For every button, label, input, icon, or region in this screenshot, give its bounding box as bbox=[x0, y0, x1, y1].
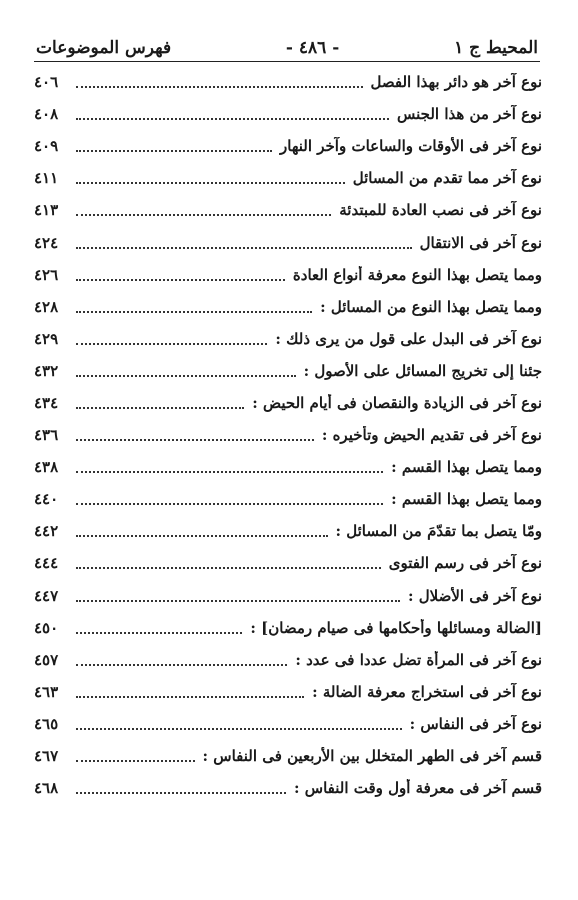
toc-entry-title: نوع آخر فى الانتقال bbox=[419, 233, 542, 252]
toc-entry bbox=[34, 612, 542, 644]
toc-entry-page-number: ٤٤٤ bbox=[34, 554, 59, 573]
toc-entry-title: جئنا إلى تخريج المسائل على الأصول : bbox=[303, 361, 542, 380]
dot-leader bbox=[76, 375, 296, 377]
dot-leader bbox=[76, 150, 272, 152]
toc-entry-page-number: ٤٦٣ bbox=[34, 682, 59, 701]
header-book-title: المحيط ج ١ bbox=[454, 38, 538, 58]
dot-leader bbox=[76, 471, 383, 473]
toc-entry-title: نوع آخر مما تقدم من المسائل bbox=[352, 169, 542, 188]
toc-entry bbox=[34, 387, 542, 419]
dot-leader bbox=[76, 760, 195, 762]
toc-entry-title: ومما يتصل بهذا القسم : bbox=[391, 458, 542, 477]
toc-entry-page-number: ٤٣٦ bbox=[34, 426, 59, 445]
dot-leader bbox=[76, 728, 402, 730]
toc-entry-title: ومما يتصل بهذا النوع معرفة أنواع العادة bbox=[292, 265, 542, 284]
dot-leader bbox=[76, 407, 244, 409]
toc-entry-page-number: ٤٥٧ bbox=[34, 650, 59, 669]
toc-entry bbox=[34, 98, 542, 130]
toc-entry-title: نوع آخر فى الزيادة والنقصان فى أيام الحيض : bbox=[252, 393, 542, 412]
toc-entry bbox=[34, 291, 542, 323]
dot-leader bbox=[76, 664, 287, 666]
header-page-number: - ٤٨٦ - bbox=[285, 38, 340, 58]
toc-entry-page-number: ٤٢٨ bbox=[34, 297, 59, 316]
dot-leader bbox=[76, 535, 328, 537]
toc-entry bbox=[34, 194, 542, 226]
dot-leader bbox=[76, 86, 363, 88]
toc-entry bbox=[34, 259, 542, 291]
toc-entry bbox=[34, 740, 542, 772]
dot-leader bbox=[76, 632, 242, 634]
toc-entry bbox=[34, 355, 542, 387]
toc-entry bbox=[34, 644, 542, 676]
toc-entry-page-number: ٤٠٩ bbox=[34, 137, 59, 156]
toc-entry-page-number: ٤٥٠ bbox=[34, 618, 59, 637]
toc-entry-page-number: ٤٤٢ bbox=[34, 522, 59, 541]
toc-entry-title: [الضالة ومسائلها وأحكامها فى صيام رمضان] : bbox=[250, 618, 542, 637]
dot-leader bbox=[76, 118, 389, 120]
toc-entry-page-number: ٤٣٨ bbox=[34, 458, 59, 477]
toc-entry-page-number: ٤٢٤ bbox=[34, 233, 59, 252]
toc-entry bbox=[34, 580, 542, 612]
dot-leader bbox=[76, 182, 345, 184]
toc-entry bbox=[34, 708, 542, 740]
toc-entry-page-number: ٤٢٩ bbox=[34, 329, 59, 348]
toc-entry-page-number: ٤٣٤ bbox=[34, 393, 59, 412]
toc-entry-page-number: ٤٠٨ bbox=[34, 105, 59, 124]
toc-entry-title: نوع آخر فى الأوقات والساعات وآخر النهار bbox=[280, 137, 542, 156]
toc-entry bbox=[34, 66, 542, 98]
running-header bbox=[36, 26, 538, 58]
toc-entry bbox=[34, 547, 542, 579]
toc-entry-page-number: ٤٠٦ bbox=[34, 73, 59, 92]
dot-leader bbox=[76, 503, 383, 505]
toc-entry bbox=[34, 162, 542, 194]
toc-entry-title: ومّا يتصل بما تقدّمَ من المسائل : bbox=[335, 522, 542, 541]
header-section-title: فهرس الموضوعات bbox=[36, 38, 172, 58]
toc-entry bbox=[34, 772, 542, 804]
dot-leader bbox=[76, 567, 381, 569]
toc-entry-title: ومما يتصل بهذا النوع من المسائل : bbox=[320, 297, 542, 316]
toc-entry-title: نوع آخر من هذا الجنس bbox=[397, 105, 542, 124]
toc-entry-title: نوع آخر فى رسم الفتوى bbox=[388, 554, 542, 573]
toc-entry-title: قسم آخر فى معرفة أول وقت النفاس : bbox=[294, 779, 542, 798]
dot-leader bbox=[76, 343, 267, 345]
toc-entry bbox=[34, 515, 542, 547]
toc-entry-page-number: ٤٦٨ bbox=[34, 779, 59, 798]
toc-entry-page-number: ٤٦٥ bbox=[34, 714, 59, 733]
table-of-contents bbox=[34, 66, 542, 804]
toc-entry-title: ومما يتصل بهذا القسم : bbox=[391, 490, 542, 509]
toc-entry-title: نوع آخر فى استخراج معرفة الضالة : bbox=[312, 682, 542, 701]
toc-entry-title: نوع آخر فى النفاس : bbox=[409, 714, 542, 733]
toc-entry-page-number: ٤٤٧ bbox=[34, 586, 59, 605]
toc-entry-title: نوع آخر فى المرأة تضل عددا فى عدد : bbox=[295, 650, 542, 669]
dot-leader bbox=[76, 214, 331, 216]
dot-leader bbox=[76, 600, 400, 602]
dot-leader bbox=[76, 311, 312, 313]
toc-entry bbox=[34, 483, 542, 515]
toc-entry bbox=[34, 226, 542, 258]
toc-entry-page-number: ٤٦٧ bbox=[34, 747, 59, 766]
toc-entry bbox=[34, 130, 542, 162]
toc-entry-title: نوع آخر فى نصب العادة للمبتدئة bbox=[339, 201, 542, 220]
toc-entry-title: نوع آخر فى البدل على قول من يرى ذلك : bbox=[275, 329, 542, 348]
dot-leader bbox=[76, 279, 285, 281]
toc-entry-page-number: ٤٤٠ bbox=[34, 490, 59, 509]
dot-leader bbox=[76, 696, 304, 698]
toc-entry-title: نوع آخر فى تقديم الحيض وتأخيره : bbox=[321, 426, 542, 445]
toc-entry bbox=[34, 676, 542, 708]
toc-entry-page-number: ٤٣٢ bbox=[34, 361, 59, 380]
toc-entry-page-number: ٤٢٦ bbox=[34, 265, 59, 284]
toc-entry-title: قسم آخر فى الطهر المتخلل بين الأربعين فى النفاس : bbox=[202, 747, 542, 766]
dot-leader bbox=[76, 247, 412, 249]
toc-entry bbox=[34, 419, 542, 451]
toc-entry-page-number: ٤١١ bbox=[34, 169, 59, 188]
header-divider bbox=[34, 61, 540, 62]
dot-leader bbox=[76, 439, 314, 441]
dot-leader bbox=[76, 792, 286, 794]
toc-entry-title: نوع آخر فى الأضلال : bbox=[408, 586, 542, 605]
toc-entry bbox=[34, 451, 542, 483]
toc-entry bbox=[34, 323, 542, 355]
toc-entry-page-number: ٤١٣ bbox=[34, 201, 59, 220]
toc-entry-title: نوع آخر هو دائر بهذا الفصل bbox=[370, 73, 542, 92]
